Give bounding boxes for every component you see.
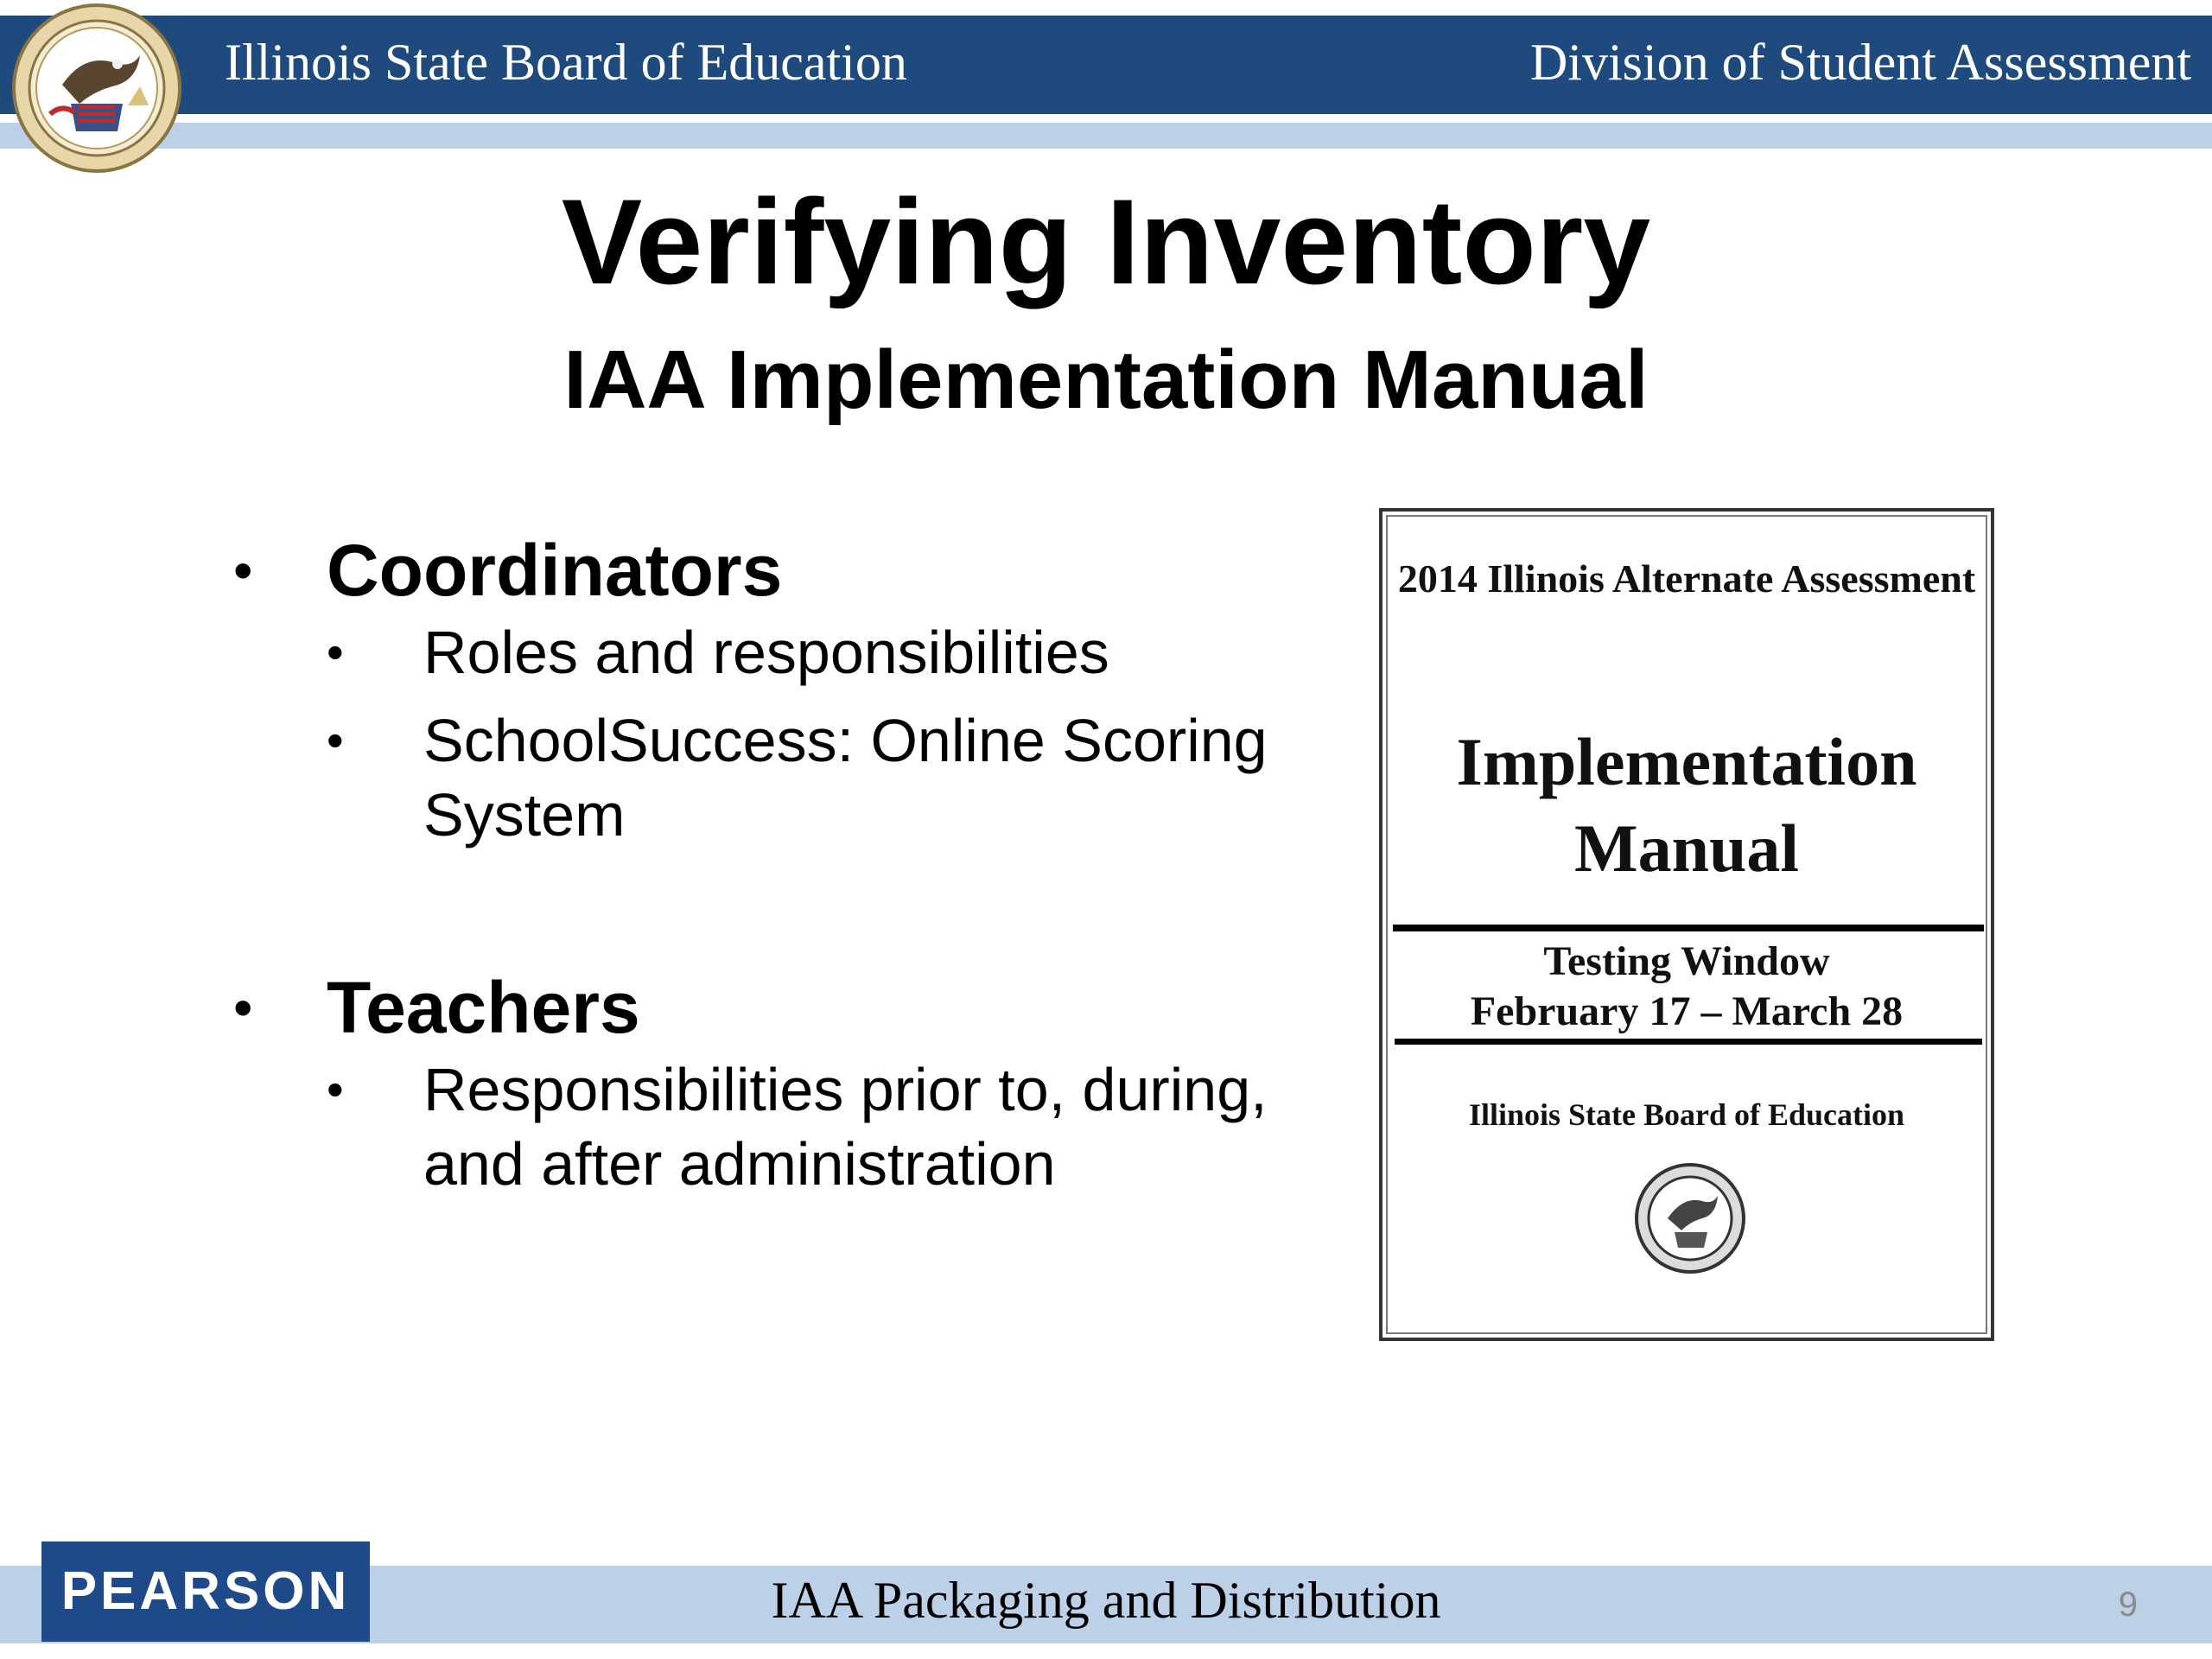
bullet-teachers	[233, 964, 1313, 1051]
header-organization: Illinois State Board of Education	[225, 34, 907, 91]
cover-divider	[1395, 1039, 1982, 1045]
cover-testing-window	[1382, 937, 1991, 1037]
sub-bullet	[327, 1052, 1313, 1201]
slide-title: Verifying Inventory	[561, 174, 1651, 309]
cover-year-line: 2014 Illinois Alternate Assessment	[1397, 556, 1976, 601]
bullet-list	[233, 527, 1313, 1201]
bullet-label: Teachers	[327, 967, 640, 1048]
slide-subtitle: IAA Implementation Manual	[563, 334, 1649, 426]
state-seal-icon	[1633, 1161, 1747, 1275]
bullet-icon: •	[327, 713, 344, 767]
header-stripe	[0, 123, 2212, 149]
pearson-logo-text: PEARSON	[60, 1561, 351, 1621]
header-division: Division of Student Assessment	[1529, 34, 2191, 91]
cover-title: Implementation Manual	[1456, 724, 1917, 886]
page-number: 9	[2118, 1586, 2138, 1624]
bullet-coordinators	[233, 527, 1313, 613]
cover-window-label: Testing Window	[1543, 938, 1830, 984]
cover-publisher: Illinois State Board of Education	[1468, 1097, 1905, 1132]
cover-window-dates: February 17 – March 28	[1470, 988, 1904, 1034]
manual-cover-image	[1379, 508, 1994, 1341]
state-seal-icon	[10, 2, 183, 175]
bullet-icon: •	[327, 1062, 344, 1116]
sub-bullet-text: Roles and responsibilities	[423, 619, 1109, 686]
bullet-icon: •	[327, 625, 344, 679]
bullet-icon: •	[233, 539, 253, 601]
header-divider	[0, 114, 2212, 123]
bullet-icon: •	[233, 976, 253, 1039]
cover-divider	[1393, 925, 1984, 931]
footer-title: IAA Packaging and Distribution	[771, 1572, 1441, 1629]
sub-bullet	[327, 703, 1313, 852]
sub-bullet	[327, 615, 1313, 690]
sub-bullet-text: Responsibilities prior to, during, and after administration	[423, 1056, 1268, 1198]
bullet-label: Coordinators	[327, 530, 783, 611]
sub-bullet-text: SchoolSuccess: Online Scoring System	[423, 707, 1268, 849]
